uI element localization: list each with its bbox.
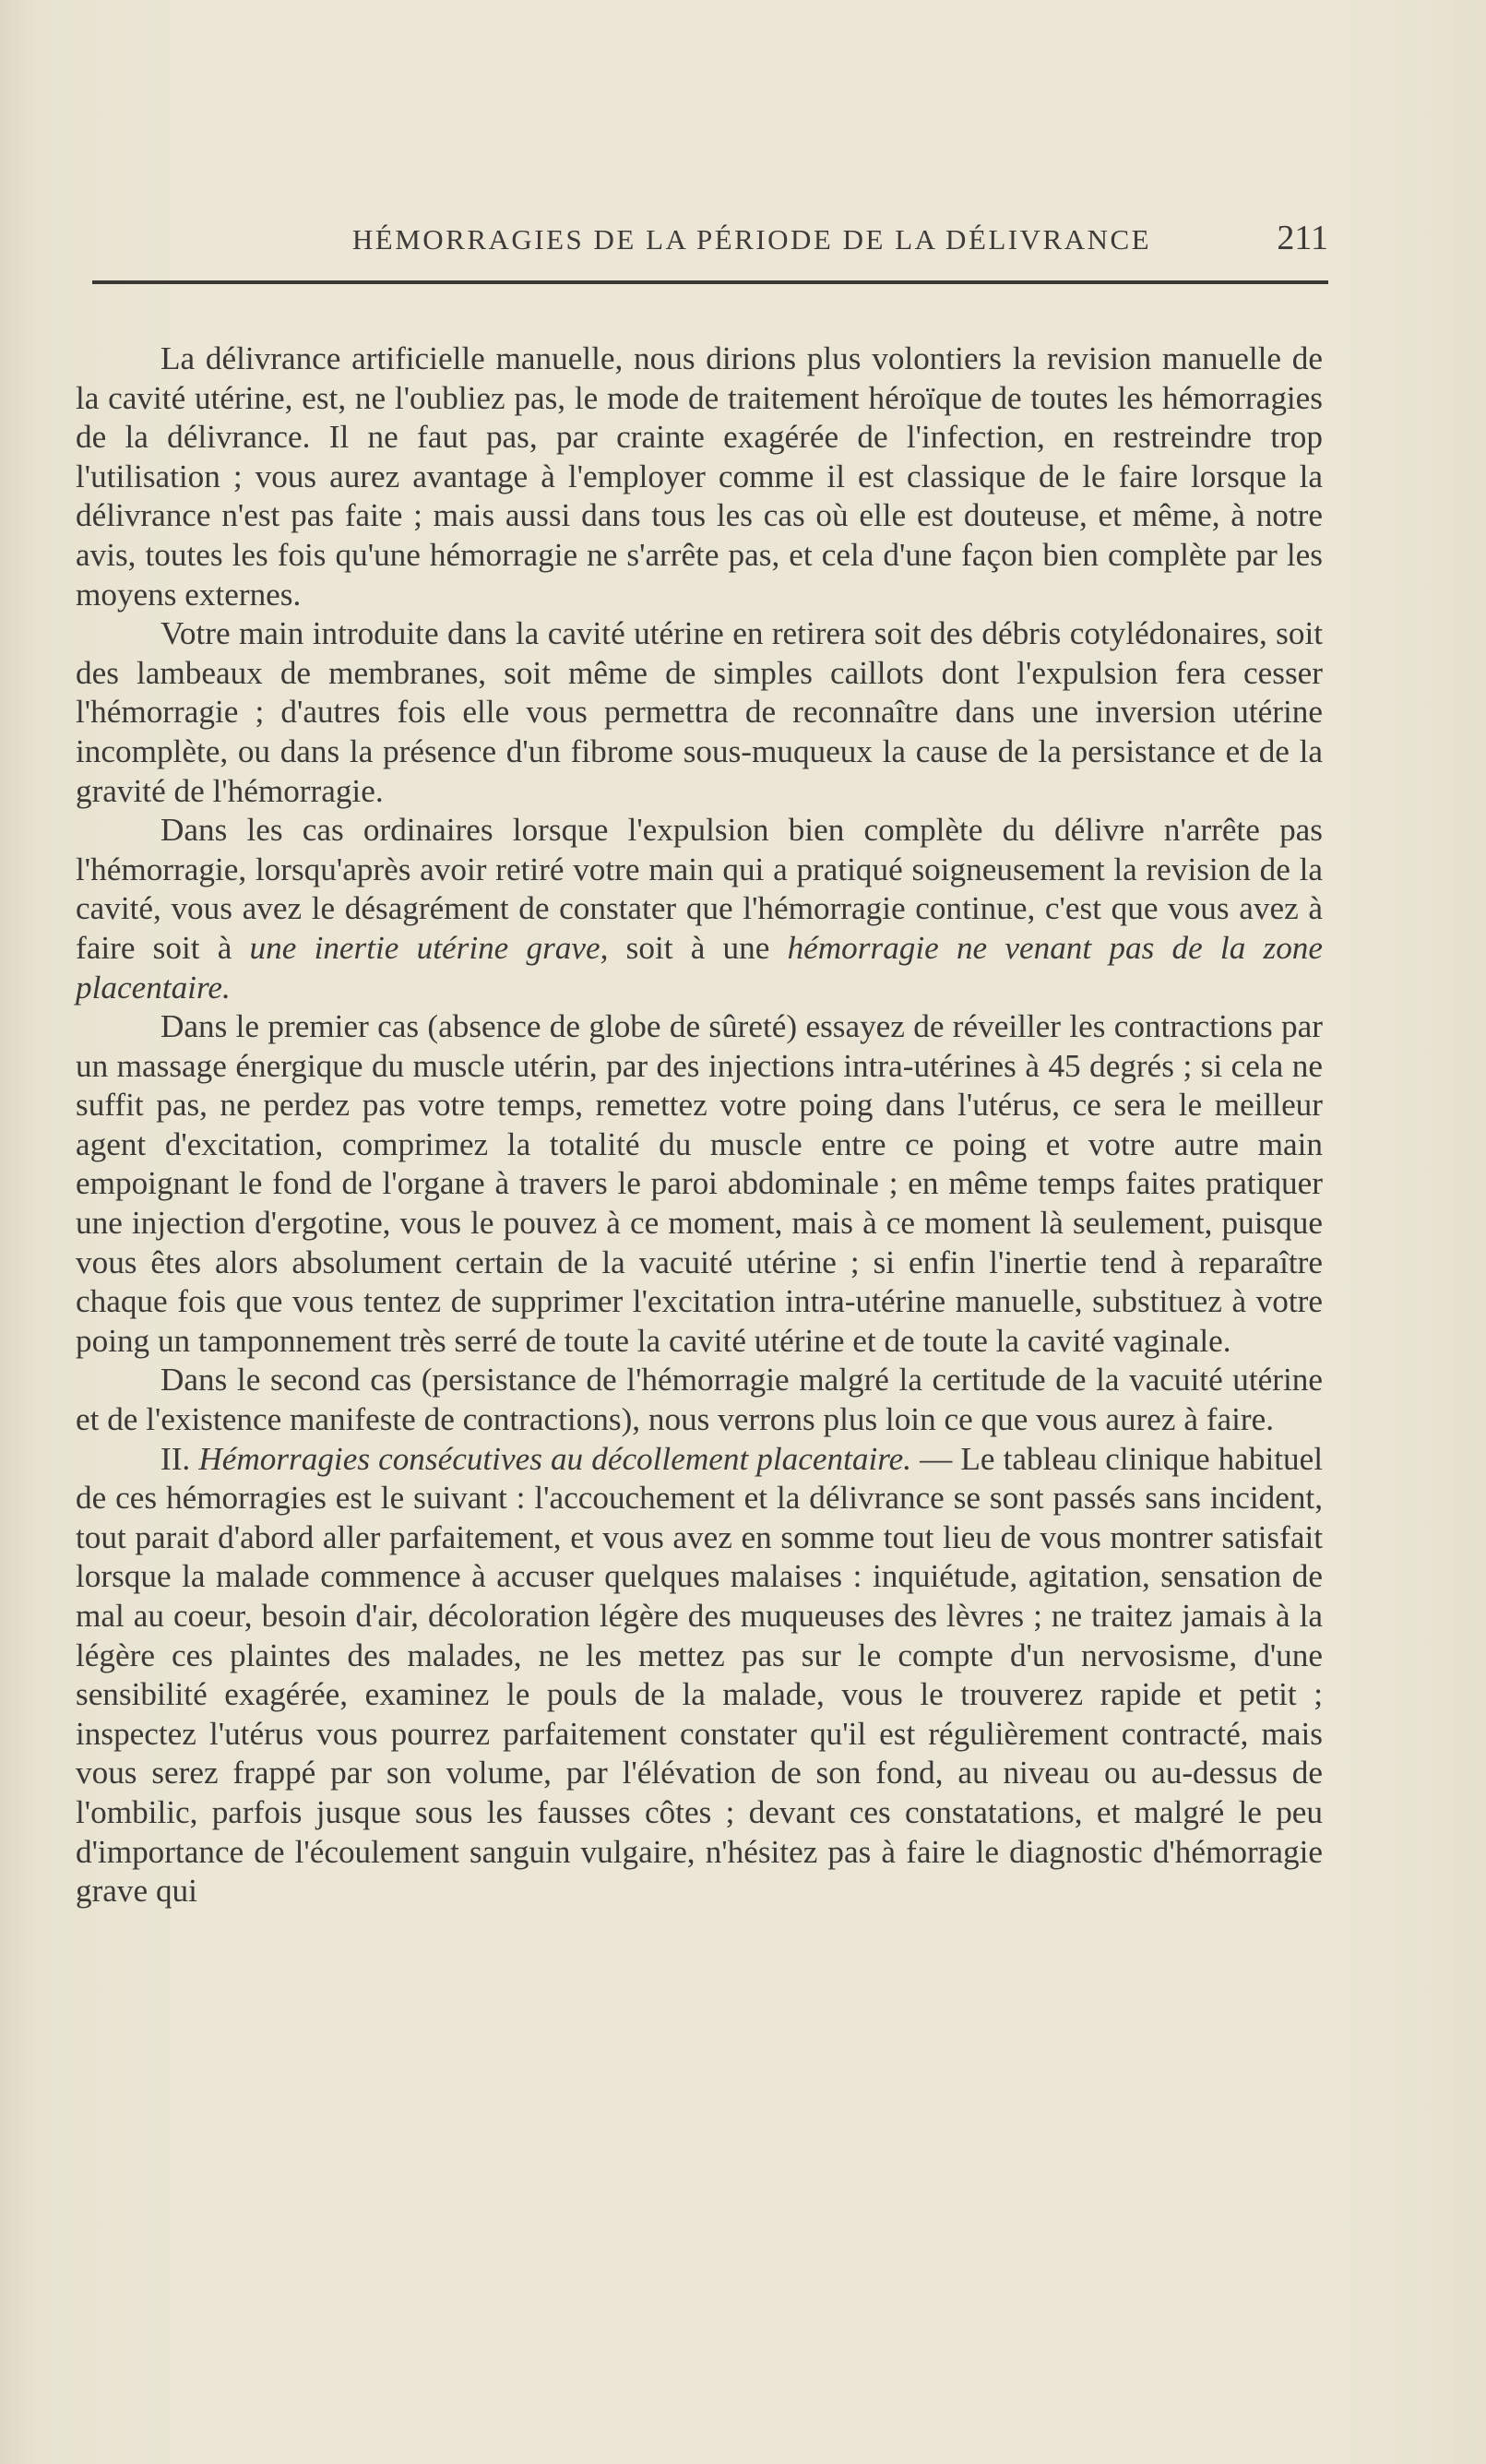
paragraph-text: Votre main introduite dans la cavité utérine en retirera soit des débris cotylédonaires, soit des lambeaux de membranes, soit même de simples caillots dont l'expulsion fera cesser l'hémorragie ; d'autres fois elle vous permettra de reconnaître dans une inversion utérine incomplète, ou dans la présence d'un fibrome sous-muqueux la cause de la persistance et de la gravité de l'hémorragie. [76,615,1323,809]
italic-phrase: hémorragie ne venant pas de la zone placentaire. [76,929,1323,1006]
paragraph-text: — Le tableau clinique habituel de ces hémorragies est le suivant : l'accouchement et la délivrance se sont passés sans incident, tout parait d'abord aller parfaitement, et vous avez en somme tout lieu de vous montrer satisfait lorsque la malade commence à accuser quelques malaises : inquiétude, agitation, sensation de mal au coeur, besoin d'air, décoloration légère des muqueuses des lèvres ; ne traitez jamais à la légère ces plaintes des malades, ne les mettez pas sur le compte d'un nervosisme, d'une sensibilité exagérée, examinez le pouls de la malade, vous le trouverez rapide et petit ; inspectez l'utérus vous pourrez parfaitement constater qu'il est régulièrement contracté, mais vous serez frappé par son volume, par l'élévation de son fond, au niveau ou au-dessus de l'ombilic, parfois jusque sous les fausses côtes ; devant ces constatations, et malgré le peu d'importance de l'écoulement sanguin vulgaire, n'hésitez pas à faire le diagnostic d'hémorragie grave qui [76,1440,1323,1910]
paragraph [76,1007,1323,1361]
page-number: 211 [1277,219,1328,257]
paragraph-text: soit à une [608,929,788,966]
paragraph [76,614,1323,811]
paragraph-text: Dans les cas ordinaires lorsque l'expulsion bien complète du délivre n'arrête pas l'hémorragie, lorsqu'après avoir retiré votre main qui a pratiqué soigneusement la revision de la cavité, vous avez le désagrément de constater que l'hémorragie continue, c'est que vous avez à faire soit à [76,812,1323,966]
section-numeral: II. [160,1440,191,1477]
paragraph [76,339,1323,614]
header-rule [92,280,1328,284]
paragraph [76,1361,1323,1439]
paragraph-text: Dans le premier cas (absence de globe de sûreté) essayez de réveiller les contractions par un massage énergique du muscle utérin, par des injections intra-utérines à 45 degrés ; si cela ne suffit pas, ne perdez pas votre temps, remettez votre poing dans l'utérus, ce sera le meilleur agent d'excitation, comprimez la totalité du muscle entre ce poing et votre autre main empoignant le fond de l'organe à travers le paroi abdominale ; en même temps faites pratiquer une injection d'ergotine, vous le pouvez à ce moment, mais à ce moment là seulement, puisque vous êtes alors absolument certain de la vacuité utérine ; si enfin l'inertie tend à reparaître chaque fois que vous tentez de supprimer l'excitation intra-utérine manuelle, substituez à votre poing un tamponnement très serré de toute la cavité utérine et de toute la cavité vaginale. [76,1008,1323,1359]
italic-phrase: une inertie utérine grave, [249,929,609,966]
paragraph-text: Dans le second cas (persistance de l'hémorragie malgré la certitude de la vacuité utérine et de l'existence manifeste de contractions), nous verrons plus loin ce que vous aurez à faire. [76,1362,1323,1438]
body-text [76,339,1323,1911]
running-head: HÉMORRAGIES DE LA PÉRIODE DE LA DÉLIVRANCE [351,223,1152,256]
section-title: Hémorragies consécutives au décollement placentaire. [198,1440,912,1477]
paragraph [76,1440,1323,1911]
paragraph-text: La délivrance artificielle manuelle, nous dirions plus volontiers la revision manuelle de la cavité utérine, est, ne l'oubliez pas, le mode de traitement héroïque de toutes les hémorragies de la délivrance. Il ne faut pas, par crainte exagérée de l'infection, en restreindre trop l'utilisation ; vous aurez avantage à l'employer comme il est classique de le faire lorsque la délivrance n'est pas faite ; mais aussi dans tous les cas où elle est douteuse, et même, à notre avis, toutes les fois qu'une hémorragie ne s'arrête pas, et cela d'une façon bien complète par les moyens externes. [76,340,1323,613]
paragraph [76,811,1323,1007]
page-header [92,214,1328,260]
